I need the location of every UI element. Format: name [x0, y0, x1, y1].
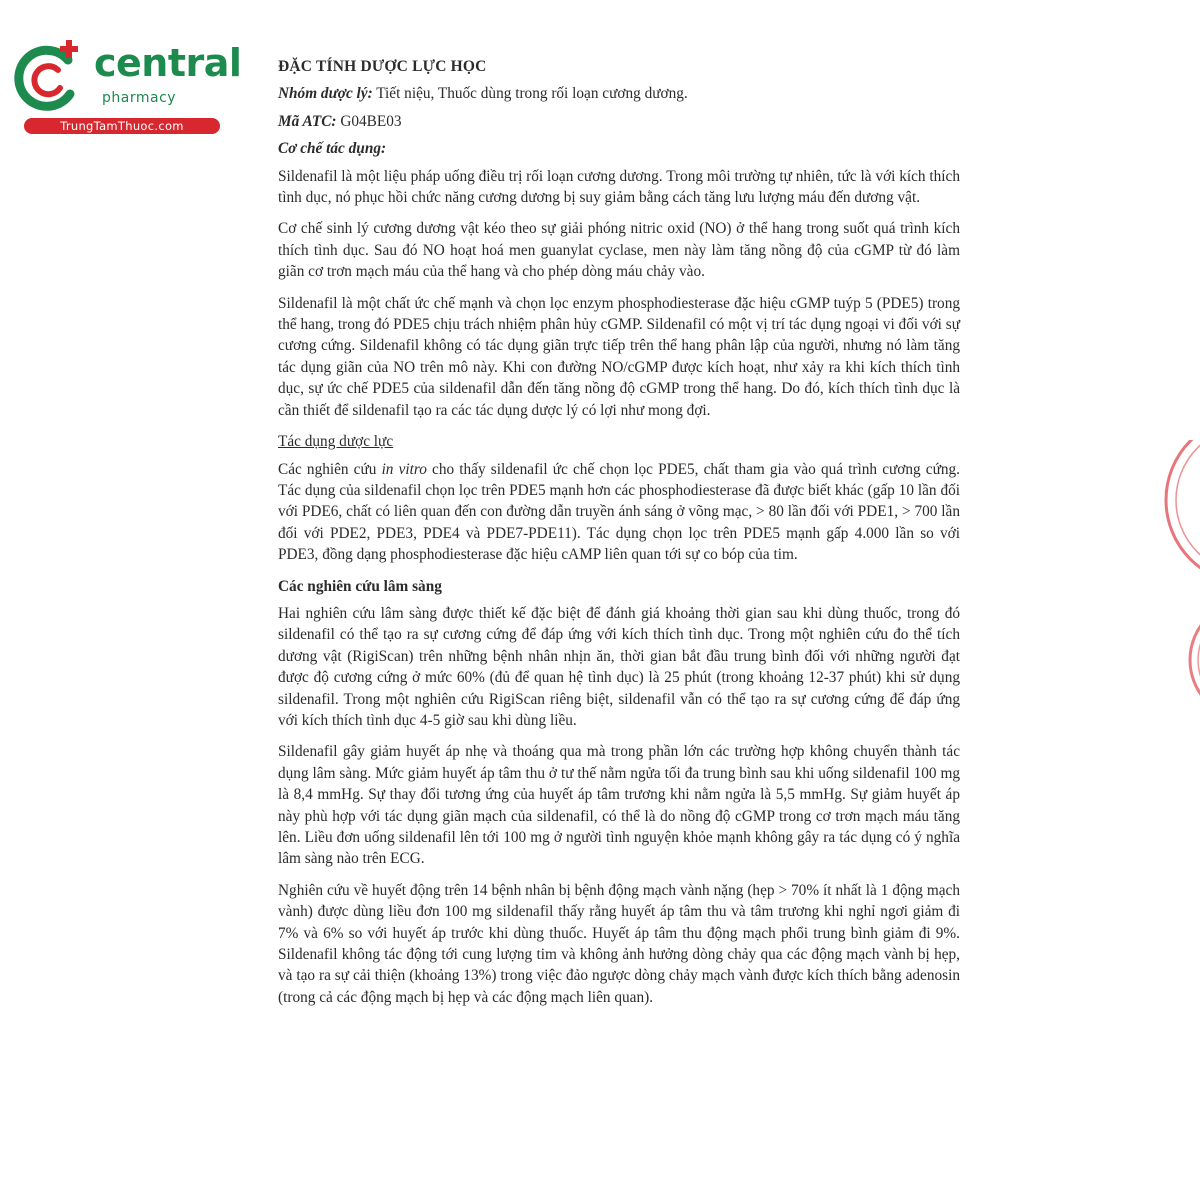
atc-code [278, 111, 960, 132]
red-seal-stamp-icon [1140, 440, 1200, 720]
clinical-paragraph: Sildenafil gây giảm huyết áp nhẹ và thoáng qua mà trong phần lớn các trường hợp không chuyển thành tác dụng lâm sàng. Mức giảm huyết áp tâm thu ở tư thế nằm ngửa tối đa trung bình sau khi uống sildenafil 100 mg là 8,4 mmHg. Sự thay đổi tương ứng của huyết áp tâm trương khi nằm ngửa là 5,5 mmHg. Sự giảm huyết áp này phù hợp với tác dụng giãn mạch của sildenafil, có thể là do nồng độ cGMP trong cơ trơn mạch máu tăng lên. Liều đơn uống sildenafil lên tới 100 mg ở người tình nguyện khỏe mạnh không gây ra tác dụng có ý nghĩa lâm sàng nào trên ECG. [278, 743, 960, 868]
mechanism-heading: Cơ chế tác dụng: [278, 140, 387, 158]
mechanism-paragraph: Sildenafil là một liệu pháp uống điều trị rối loạn cương dương. Trong môi trường tự nhiên, tức là với kích thích tình dục, nó phục hồi chức năng cương dương bị suy giảm bằng cách tăng lưu lượng máu đến dương vật. [278, 167, 960, 207]
pharmacodynamics-text-start: Các nghiên cứu [278, 460, 382, 478]
brand-website-badge[interactable]: TrungTamThuoc.com [24, 118, 220, 134]
pharmacodynamics-heading: Tác dụng dược lực [278, 433, 394, 451]
pharmacologic-group-label: Nhóm dược lý: [278, 85, 373, 103]
atc-code-value: G04BE03 [336, 112, 402, 130]
clinical-paragraph: Nghiên cứu về huyết động trên 14 bệnh nhân bị bệnh động mạch vành nặng (hẹp > 70% ít nhất là 1 động mạch vành) được dùng liều đơn 100 mg sildenafil thấy rằng huyết áp tâm thu và tâm trương khi nghỉ ngơi giảm đi 7% và 6% so với huyết áp trước khi dùng thuốc. Huyết áp tâm thu động mạch phổi trung bình giảm đi 9%. Sildenafil không tác động tới cung lượng tim và không ảnh hưởng dòng chảy qua các động mạch vành bị hẹp, và tạo ra sự cải thiện (khoảng 13%) trong việc đảo ngược dòng chảy mạch vành được kích thích bằng adenosin (trong cả các động mạch bị hẹp và các động mạch liên quan). [278, 881, 960, 1006]
document-page [278, 56, 960, 1018]
brand-subtitle: pharmacy [102, 90, 177, 106]
clinical-paragraph: Hai nghiên cứu lâm sàng được thiết kế đặc biệt để đánh giá khoảng thời gian sau khi dùng thuốc, trong đó sildenafil có thể tạo ra sự cương cứng để đáp ứng với kích thích tình dục. Trong một nghiên cứu đo thể tích dương vật (RigiScan) trên những bệnh nhân nhịn ăn, thời gian bắt đầu trung bình đối với những người đạt được độ cương cứng ở mức 60% (đủ để quan hệ tình dục) là 25 phút (trong khoảng 12-37 phút) khi sử dụng sildenafil. Trong một nghiên cứu RigiScan riêng biệt, sildenafil vẫn có thể tạo ra sự cương cứng để đáp ứng với kích thích tình dục 4-5 giờ sau khi dùng liều. [278, 604, 960, 729]
pharmacologic-group [278, 83, 960, 104]
mechanism-paragraph: Sildenafil là một chất ức chế mạnh và chọn lọc enzym phosphodiesterase đặc hiệu cGMP tuýp 5 (PDE5) trong thể hang, trong đó PDE5 chịu trách nhiệm phân hủy cGMP. Sildenafil có một vị trí tác dụng ngoại vi đối với sự cương cứng. Sildenafil không có tác dụng giãn trực tiếp trên thể hang phân lập của người, nhưng nó làm tăng tác dụng giãn của NO trên mô này. Khi con đường NO/cGMP được kích hoạt, như xảy ra khi kích thích tình dục, sự ức chế PDE5 của sildenafil dẫn đến tăng nồng độ cGMP trong thể hang. Do đó, kích thích tình dục là cần thiết để sildenafil tạo ra các tác dụng dược lý có lợi như mong đợi. [278, 294, 960, 419]
brand-name: central [94, 41, 242, 85]
main-heading: ĐẶC TÍNH DƯỢC LỰC HỌC [278, 58, 487, 75]
brand-logo[interactable] [10, 38, 242, 138]
central-pharmacy-logo-icon [10, 38, 90, 118]
pharmacodynamics-paragraph [278, 459, 960, 566]
clinical-studies-heading: Các nghiên cứu lâm sàng [278, 577, 442, 595]
pharmacologic-group-value: Tiết niệu, Thuốc dùng trong rối loạn cương dương. [372, 85, 688, 103]
pharmacodynamics-text-end: cho thấy sildenafil ức chế chọn lọc PDE5, chất tham gia vào quá trình cương cứng. Tác dụng của sildenafil chọn lọc trên PDE5 mạnh hơn các phosphodiesterase đã được biết khác (gấp 10 lần đối với PDE6, chất có liên quan đến con đường dẫn truyền ánh sáng ở võng mạc, > 80 lần đối với PDE1, > 700 lần đối với PDE2, PDE3, PDE4 và PDE7-PDE11). Tác dụng chọn lọc trên PDE5 mạnh gấp 4.000 lần so với PDE3, đồng dạng phosphodiesterase đặc hiệu cAMP liên quan tới sự co bóp của tim. [278, 460, 961, 564]
mechanism-paragraph: Cơ chế sinh lý cương dương vật kéo theo sự giải phóng nitric oxid (NO) ở thể hang trong suốt quá trình kích thích tình dục. Sau đó NO hoạt hoá men guanylat cyclase, men này làm tăng nồng độ của cGMP từ đó làm giãn cơ trơn mạch máu của thể hang và cho phép dòng máu chảy vào. [278, 220, 960, 281]
atc-code-label: Mã ATC: [278, 112, 337, 130]
pharmacodynamics-in-vitro: in vitro [381, 460, 427, 478]
